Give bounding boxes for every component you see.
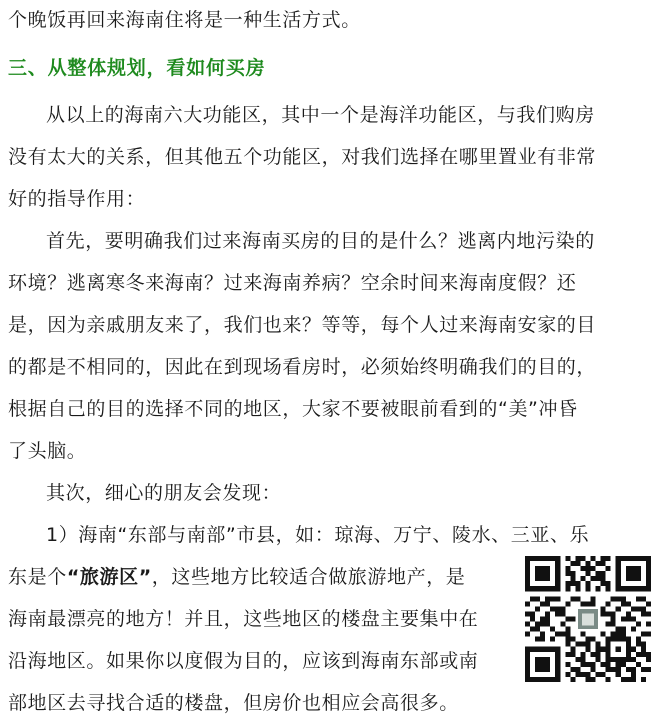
paragraph-line: 部地区去寻找合适的楼盘，但房价也相应会高很多。 bbox=[8, 692, 459, 714]
paragraph-line: 好的指导作用： bbox=[8, 188, 146, 210]
paragraph-line: 没有太大的关系，但其他五个功能区，对我们选择在哪里置业有非常 bbox=[8, 146, 597, 168]
section-heading: 三、从整体规划，看如何买房 bbox=[8, 57, 266, 79]
paragraph-line: 环境？逃离寒冬来海南？过来海南养病？空余时间来海南度假？还 bbox=[8, 272, 577, 294]
paragraph-line: 了头脑。 bbox=[8, 440, 87, 462]
paragraph-line: 沿海地区。如果你以度假为目的，应该到海南东部或南 bbox=[8, 650, 479, 672]
text-segment: 东是个 bbox=[8, 566, 67, 588]
paragraph-line: 的都是不相同的，因此在到现场看房时，必须始终明确我们的目的， bbox=[8, 356, 597, 378]
paragraph-line: 从以上的海南六大功能区，其中一个是海洋功能区，与我们购房 bbox=[46, 104, 595, 126]
paragraph-line: 其次，细心的朋友会发现： bbox=[46, 482, 282, 504]
paragraph-line: 1）海南“东部与南部”市县，如：琼海、万宁、陵水、三亚、乐 bbox=[46, 524, 590, 546]
paragraph-line: 根据自己的目的选择不同的地区，大家不要被眼前看到的“美”冲昏 bbox=[8, 398, 578, 420]
paragraph-line bbox=[8, 565, 465, 589]
text-segment: ，这些地方比较适合做旅游地产，是 bbox=[151, 566, 466, 588]
qr-code-icon bbox=[525, 556, 651, 682]
paragraph-line: 首先，要明确我们过来海南买房的目的是什么？逃离内地污染的 bbox=[46, 230, 595, 252]
paragraph-line: 是，因为亲戚朋友来了，我们也来？等等，每个人过来海南安家的目 bbox=[8, 314, 597, 336]
paragraph-line: 海南最漂亮的地方！并且，这些地区的楼盘主要集中在 bbox=[8, 608, 479, 630]
emphasis-text: “旅游区” bbox=[66, 566, 152, 588]
paragraph-line: 个晚饭再回来海南住将是一种生活方式。 bbox=[8, 9, 361, 31]
